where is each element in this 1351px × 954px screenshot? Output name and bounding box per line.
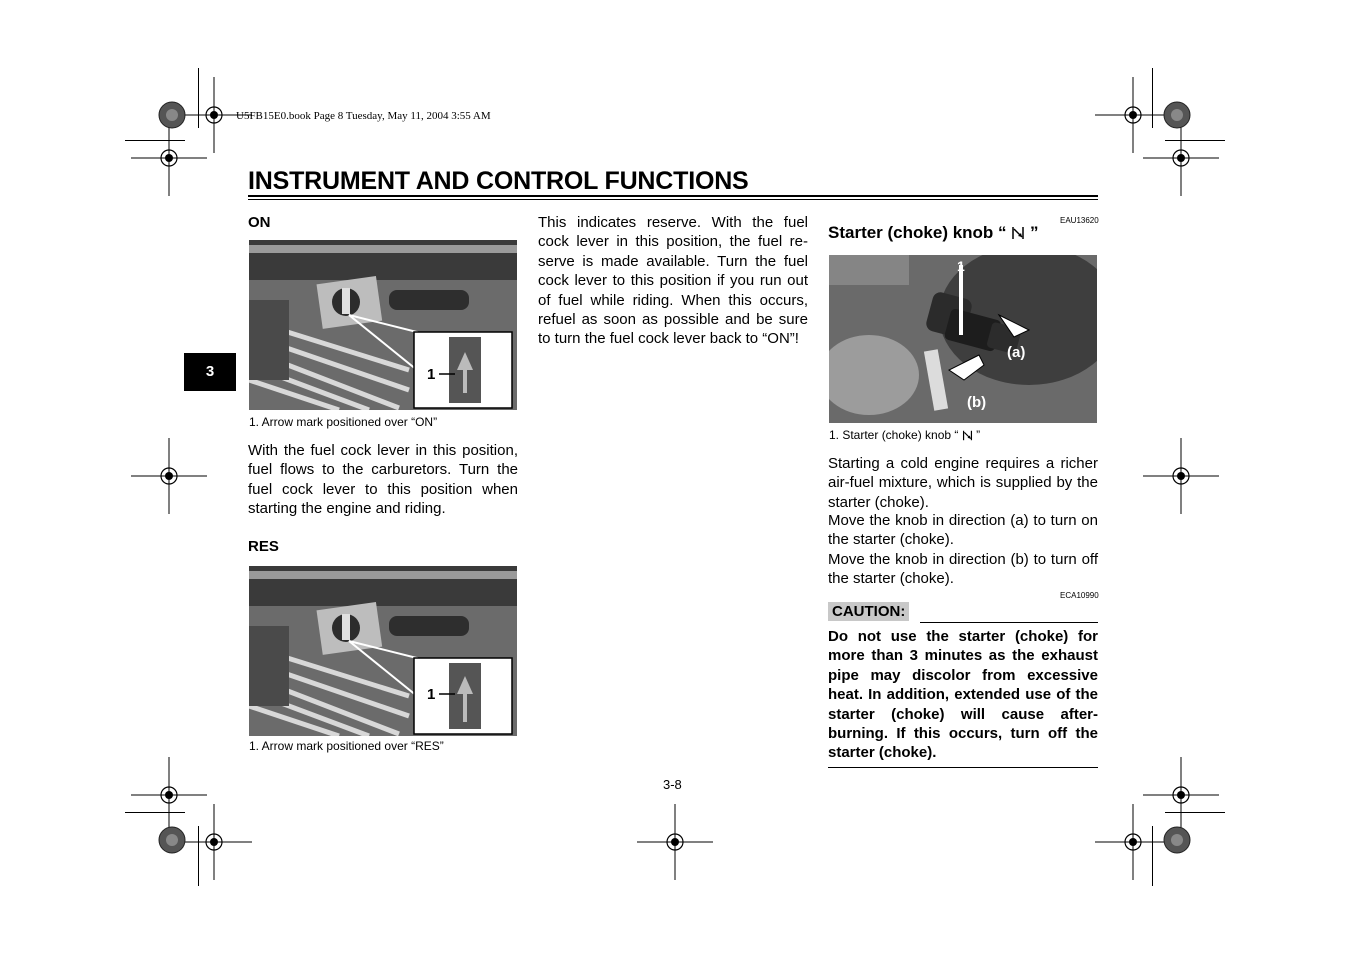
choke-icon (1011, 226, 1025, 240)
book-file-info: U5FB15E0.book Page 8 Tuesday, May 11, 2004 3:55 AM (236, 110, 491, 122)
res-figure-label: 1 (427, 686, 436, 703)
res-caption: 1. Arrow mark positioned over “RES” (249, 739, 444, 753)
on-description: With the fuel cock lever in this position, fuel flows to the carburetors. Turn the fuel cock lever to this position when starting the engine and riding. (248, 442, 518, 518)
starter-knob-photo (829, 255, 1097, 423)
starter-para-1: Starting a cold engine requires a richer air-fuel mixture, which is supplied by the starter (choke). (828, 455, 1098, 511)
fuel-cock-res-photo (249, 566, 517, 736)
caution-bottom-rule (828, 767, 1098, 768)
res-heading: RES (248, 538, 279, 555)
starter-figure-label-1: 1 (957, 258, 965, 274)
fuel-cock-on-photo (249, 240, 517, 410)
starter-caption-end: ” (976, 428, 981, 442)
res-description: This indicates reserve. With the fuel cock lever in this position, the fuel re-serve is made available. Turn the fuel cock lever to this position if you run out of fuel while riding. When this occurs, refuel as soon as possible and be sure to turn the fuel cock lever back to “ON”! (538, 214, 808, 348)
caution-text: Do not use the starter (choke) for more than 3 minutes as the exhaust pipe may discolor from excessive heat. In addition, extended use of the starter (choke) will cause after-burning. If this occurs, turn off the starter (choke). (828, 628, 1098, 762)
page-number: 3-8 (663, 777, 682, 792)
on-figure-label: 1 (427, 366, 436, 383)
starter-heading (828, 223, 1039, 243)
caution-rule (920, 622, 1098, 623)
caution-code: ECA10990 (1060, 591, 1099, 600)
title-rule-thin (248, 199, 1098, 200)
starter-figure-label-a: (a) (1007, 344, 1026, 361)
caution-label: CAUTION: (828, 602, 909, 621)
title-rule (248, 195, 1098, 197)
on-caption: 1. Arrow mark positioned over “ON” (249, 415, 438, 429)
choke-icon-small (962, 430, 973, 441)
on-heading: ON (248, 214, 271, 231)
starter-caption-text: 1. Starter (choke) knob “ (829, 428, 959, 442)
chapter-tab: 3 (184, 353, 236, 391)
starter-para-2: Move the knob in direction (a) to turn on the starter (choke). (828, 512, 1098, 549)
section-code: EAU13620 (1060, 216, 1099, 225)
starter-heading-end: ” (1030, 223, 1039, 242)
starter-figure-label-b: (b) (967, 394, 987, 411)
starter-para-3: Move the knob in direction (b) to turn off the starter (choke). (828, 551, 1098, 588)
starter-heading-text: Starter (choke) knob “ (828, 223, 1007, 242)
page-title: INSTRUMENT AND CONTROL FUNCTIONS (248, 167, 749, 195)
starter-caption (829, 428, 980, 442)
